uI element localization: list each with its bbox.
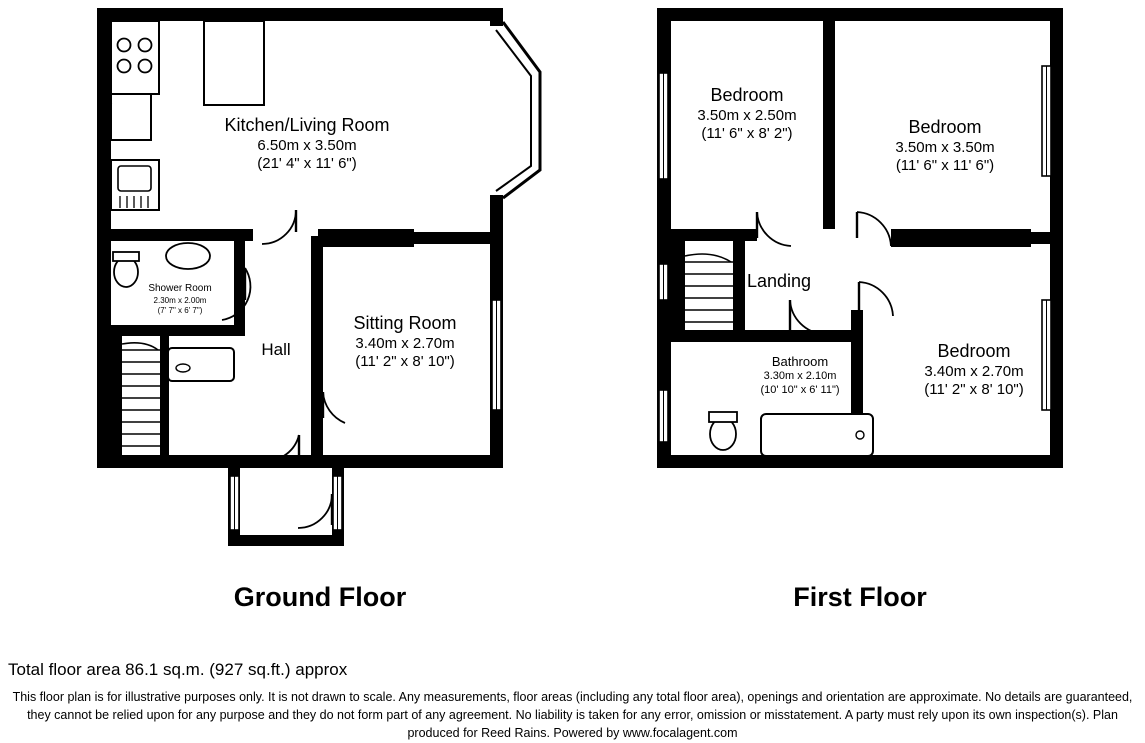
- room-name: Bathroom: [771, 354, 829, 369]
- ground-floor-group: [97, 8, 540, 546]
- room-label-kitchen-living-room: [190, 114, 424, 174]
- room-dim-metric: 3.50m x 2.50m: [697, 106, 797, 124]
- room-label-bathroom: [700, 354, 900, 398]
- room-dim-metric: 3.40m x 2.70m: [355, 334, 455, 352]
- disclaimer-text: This floor plan is for illustrative purposes only. It is not drawn to scale. Any measurements, floor areas (including any total floor area), openings and orientation are approximate. No details are guaranteed, they cannot be relied upon for any purpose and they do not form part of any agreement. No liability is taken for any error, omission or misstatement. A party must rely upon its own inspection(s). Plan produced for Reed Rains. Powered by www.focalagent.com: [12, 690, 1133, 741]
- room-dim-imperial: (21' 4" x 11' 6"): [257, 155, 357, 173]
- room-dim-imperial: (11' 2" x 8' 10"): [924, 381, 1024, 399]
- room-label-bedroom-2: [866, 116, 1024, 176]
- room-name: Kitchen/Living Room: [224, 115, 390, 135]
- room-name: Bedroom: [937, 341, 1011, 361]
- room-name: Landing: [746, 271, 812, 291]
- room-dim-metric: 3.30m x 2.10m: [763, 370, 837, 383]
- room-name: Bedroom: [908, 117, 982, 137]
- floor-title-ground: Ground Floor: [233, 582, 407, 612]
- room-label-shower-room: [120, 283, 240, 316]
- room-label-landing: [700, 270, 858, 293]
- room-label-sitting-room: [326, 312, 484, 372]
- room-label-bedroom-1: [676, 84, 818, 144]
- floor-title-first: First Floor: [793, 582, 927, 612]
- room-label-hall: [236, 339, 316, 360]
- bathroom-fixtures: [709, 412, 873, 456]
- room-dim-metric: 6.50m x 3.50m: [257, 136, 357, 154]
- room-name: Sitting Room: [353, 313, 457, 333]
- room-dim-metric: 3.50m x 3.50m: [895, 138, 995, 156]
- room-dim-imperial: (7' 7" x 6' 7"): [157, 305, 203, 315]
- room-dim-metric: 2.30m x 2.00m: [153, 295, 207, 305]
- room-dim-imperial: (11' 6" x 11' 6"): [895, 157, 995, 175]
- room-name: Hall: [261, 340, 291, 359]
- room-name: Bedroom: [710, 85, 784, 105]
- room-dim-imperial: (10' 10" x 6' 11"): [760, 384, 840, 396]
- total-floor-area: Total floor area 86.1 sq.m. (927 sq.ft.) approx: [8, 660, 348, 679]
- room-dim-metric: 3.40m x 2.70m: [924, 362, 1024, 380]
- bay-window: [496, 22, 540, 198]
- room-label-bedroom-3: [895, 340, 1053, 400]
- room-name: Shower Room: [148, 283, 212, 294]
- ground-floor-stairs: [122, 343, 160, 446]
- room-dim-imperial: (11' 6" x 8' 2"): [701, 125, 793, 143]
- room-dim-imperial: (11' 2" x 8' 10"): [355, 353, 455, 371]
